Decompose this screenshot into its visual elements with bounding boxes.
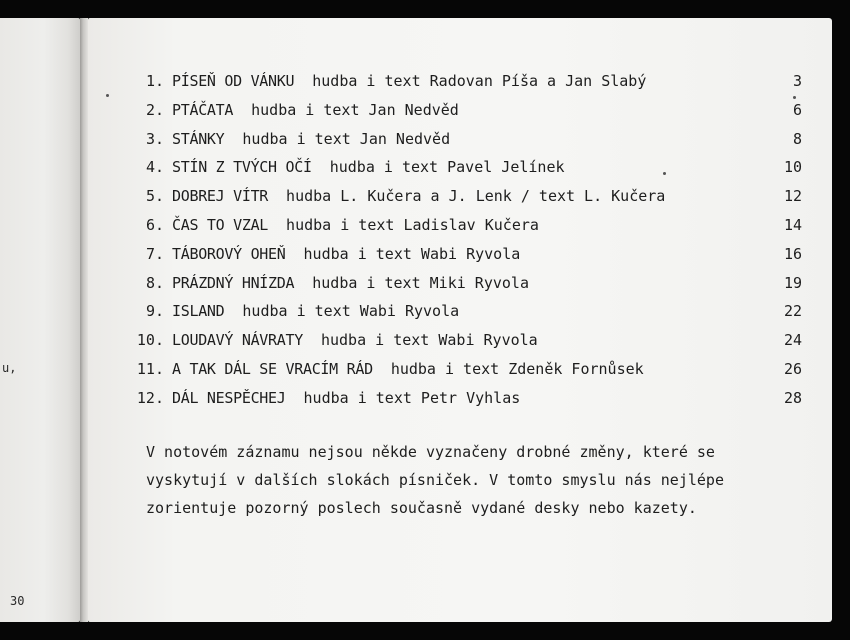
toc-entry-title: PTÁČATA <box>172 100 234 119</box>
toc-entry-credits: hudba i text Ladislav Kučera <box>286 216 539 234</box>
note-line-2: vyskytují v dalších slokách písniček. V tomto smyslu nás nejlépe <box>146 471 724 489</box>
paper-speck <box>793 96 796 99</box>
toc-entry-page: 8 <box>792 129 802 148</box>
toc-entry-number: 4. <box>145 158 164 177</box>
toc-row <box>134 329 802 351</box>
toc-entry-credits: hudba i text Wabi Ryvola <box>242 302 460 321</box>
toc-entry-credits: hudba i text Miki Ryvola <box>312 273 529 292</box>
toc-entry-number: 7. <box>145 244 164 263</box>
right-page <box>88 18 832 622</box>
toc-entry-number: 5. <box>145 187 164 206</box>
toc-entry-page: 3 <box>792 72 802 90</box>
toc-entry-credits: hudba i text Wabi Ryvola <box>303 244 521 263</box>
toc-row <box>134 156 802 178</box>
toc-entry-title: DOBREJ VÍTR <box>172 187 269 206</box>
toc-entry-page: 12 <box>783 187 802 206</box>
book-spine <box>80 18 88 622</box>
toc-entry-credits: hudba i text Jan Nedvěd <box>242 129 451 148</box>
toc-entry-number: 9. <box>145 302 164 321</box>
toc-entry-page: 19 <box>783 273 802 292</box>
toc-row <box>134 300 802 322</box>
toc-entry-page: 10 <box>783 158 802 177</box>
toc-entry-page: 28 <box>783 388 802 407</box>
editorial-note <box>146 438 786 522</box>
paper-speck <box>663 172 666 175</box>
toc-entry-credits: hudba i text Zdeněk Fornůsek <box>390 360 644 378</box>
toc-entry-number: 1. <box>145 72 164 90</box>
toc-entry-page: 24 <box>783 331 802 350</box>
left-page-text-fragment: u, <box>2 361 17 375</box>
toc-row <box>134 387 802 409</box>
toc-row <box>134 214 802 236</box>
toc-row <box>134 128 802 150</box>
toc-entry-page: 22 <box>783 302 802 321</box>
toc-entry-number: 6. <box>145 216 164 234</box>
toc-entry-title: PÍSEŇ OD VÁNKU <box>172 72 295 90</box>
toc-entry-credits: hudba i text Jan Nedvěd <box>251 100 459 119</box>
left-page <box>0 18 80 622</box>
toc-row <box>134 185 802 207</box>
toc-entry-title: LOUDAVÝ NÁVRATY <box>172 331 303 350</box>
toc-entry-number: 3. <box>145 129 164 148</box>
toc-entry-number: 10. <box>136 331 164 350</box>
toc-entry-title: ISLAND <box>172 302 225 321</box>
toc-entry-number: 12. <box>136 388 164 407</box>
toc-entry-page: 16 <box>783 244 802 263</box>
toc-entry-number: 2. <box>145 100 164 119</box>
paper-speck <box>106 94 109 97</box>
table-of-contents <box>88 18 832 622</box>
toc-row <box>134 358 802 380</box>
toc-entry-title: ČAS TO VZAL <box>172 216 269 234</box>
toc-row <box>134 272 802 294</box>
toc-entry-page: 6 <box>792 100 802 119</box>
toc-entry-credits: hudba i text Radovan Píša a Jan Slabý <box>312 72 647 90</box>
toc-entry-page: 26 <box>783 360 802 378</box>
toc-entry-credits: hudba i text Petr Vyhlas <box>303 388 521 407</box>
note-line-3: zorientuje pozorný poslech současně vydané desky nebo kazety. <box>146 499 697 517</box>
toc-entry-credits: hudba i text Wabi Ryvola <box>320 331 538 350</box>
toc-entry-title: PRÁZDNÝ HNÍZDA <box>172 273 295 292</box>
toc-row <box>134 99 802 121</box>
toc-entry-title: STÍN Z TVÝCH OČÍ <box>172 158 312 177</box>
toc-entry-page: 14 <box>783 216 802 234</box>
toc-entry-title: A TAK DÁL SE VRACÍM RÁD <box>172 360 373 378</box>
toc-row <box>134 243 802 265</box>
toc-entry-title: DÁL NESPĚCHEJ <box>172 388 286 407</box>
left-page-number: 30 <box>10 594 25 608</box>
toc-entry-number: 11. <box>136 360 164 378</box>
toc-entry-credits: hudba i text Pavel Jelínek <box>329 158 565 177</box>
toc-row <box>134 70 802 92</box>
toc-entry-title: STÁNKY <box>172 129 225 148</box>
note-line-1: V notovém záznamu nejsou někde vyznačeny drobné změny, které se <box>146 443 715 461</box>
toc-entry-credits: hudba L. Kučera a J. Lenk / text L. Kučera <box>286 187 666 206</box>
toc-entry-title: TÁBOROVÝ OHEŇ <box>172 244 286 263</box>
toc-entry-number: 8. <box>145 273 164 292</box>
